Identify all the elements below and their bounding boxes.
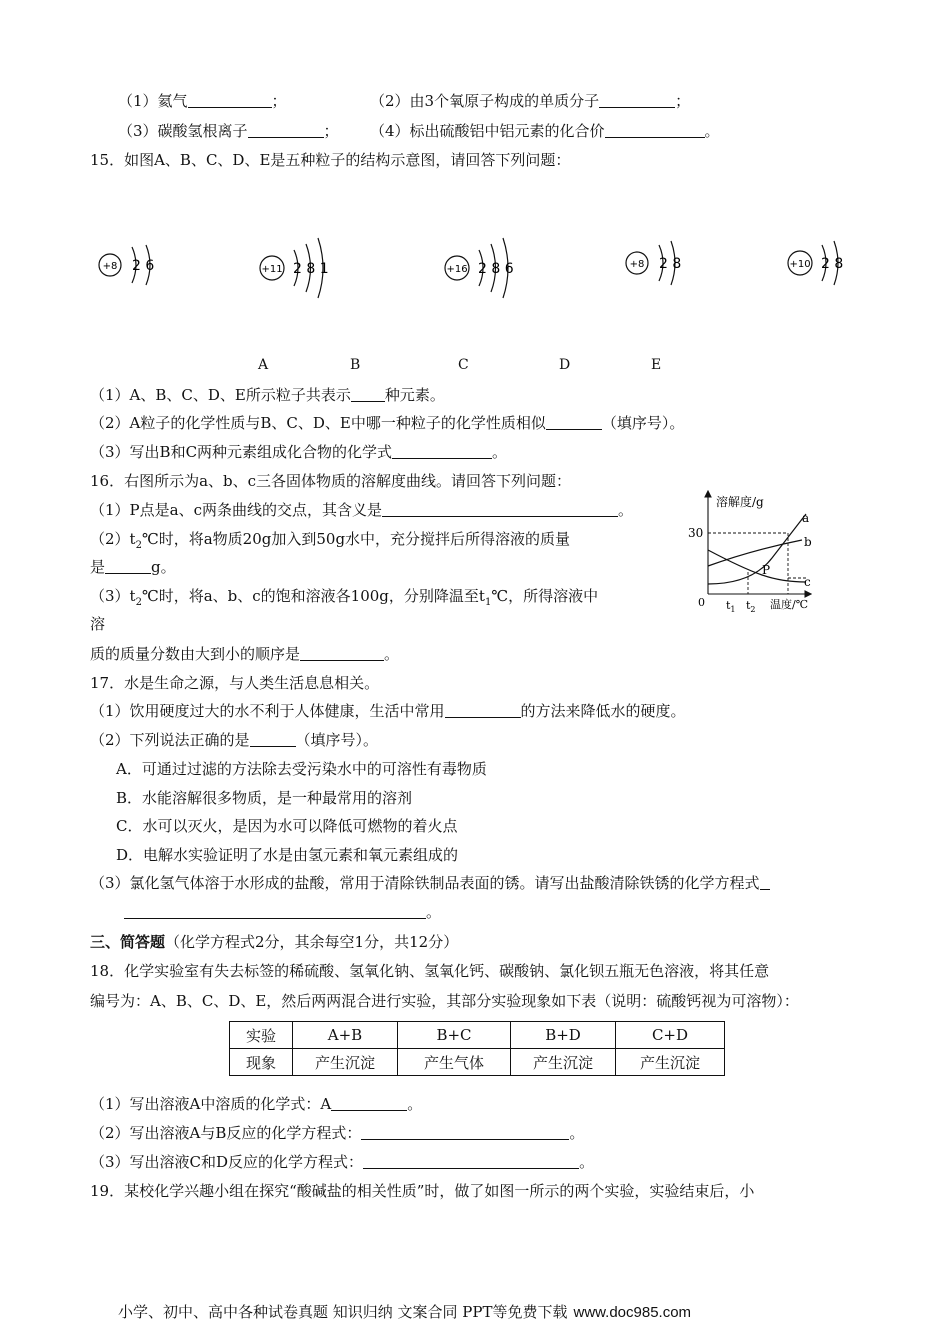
table-cell: C+D bbox=[616, 1022, 725, 1049]
q17-stem: 17．水是生命之源，与人类生活息息相关。 bbox=[90, 674, 380, 692]
particle-e-nucleus: +10 bbox=[789, 259, 811, 270]
particle-a-nucleus: +8 bbox=[102, 261, 118, 272]
t1-label: $t_1$ bbox=[726, 599, 736, 614]
table-cell: 现象 bbox=[230, 1049, 293, 1076]
atom-structure-diagrams bbox=[0, 220, 950, 330]
answer-blank[interactable] bbox=[760, 874, 770, 890]
q18-sub-1: （1）写出溶液A中溶质的化学式：A 。 bbox=[90, 1095, 423, 1113]
particle-a-label: A bbox=[258, 357, 269, 373]
answer-blank[interactable] bbox=[248, 122, 324, 138]
q15-sub-1: （1）A、B、C、D、E所示粒子共表示 种元素。 bbox=[90, 386, 445, 404]
q15-stem: 15．如图A、B、C、D、E是五种粒子的结构示意图，请回答下列问题： bbox=[90, 151, 571, 169]
answer-blank[interactable] bbox=[300, 645, 384, 661]
particle-d-shells: 2 8 bbox=[659, 256, 682, 272]
answer-blank[interactable] bbox=[331, 1095, 407, 1111]
particle-e-label: E bbox=[651, 357, 662, 373]
q19-stem: 19．某校化学兴趣小组在探究“酸碱盐的相关性质”时，做了如图一所示的两个实验，实验结束后，小 bbox=[90, 1182, 755, 1200]
curve-c bbox=[708, 550, 806, 582]
particle-a-diagram bbox=[99, 245, 154, 285]
answer-blank[interactable] bbox=[361, 1124, 569, 1140]
q16-sub-2: $(2)t_2℃$时，将a物质20g加入到50g水中，充分搅拌后所得溶液的质量 bbox=[90, 530, 571, 551]
table-cell: B+C bbox=[398, 1022, 511, 1049]
answer-blank[interactable] bbox=[105, 558, 151, 574]
particle-e-shells: 2 8 bbox=[821, 256, 844, 272]
answer-blank[interactable] bbox=[124, 903, 426, 919]
particle-d-label: D bbox=[559, 357, 571, 373]
q17-option-b: B．水能溶解很多物质，是一种最常用的溶剂 bbox=[116, 789, 413, 807]
q15-sub-3: （3）写出B和C两种元素组成化合物的化学式 。 bbox=[90, 443, 508, 461]
answer-blank[interactable] bbox=[188, 92, 272, 108]
q17-option-d: D．电解水实验证明了水是由氢元素和氧元素组成的 bbox=[116, 846, 459, 864]
q18-stem-2: 编号为：A、B、C、D、E，然后两两混合进行实验，其部分实验现象如下表（说明：硫酸钙视为可溶物）： bbox=[90, 992, 799, 1010]
q14-item-4: （4）标出硫酸铝中铝元素的化合价 。 bbox=[370, 122, 720, 140]
table-cell: 产生气体 bbox=[398, 1049, 511, 1076]
answer-blank[interactable] bbox=[363, 1153, 579, 1169]
point-p-label: P bbox=[762, 563, 771, 577]
table-cell: A+B bbox=[293, 1022, 398, 1049]
y-axis-label: 溶解度/g bbox=[716, 495, 764, 509]
q17-option-c: C．水可以灭火，是因为水可以降低可燃物的着火点 bbox=[116, 817, 458, 835]
t2-label: $t_2$ bbox=[746, 599, 756, 614]
curve-c-label: c bbox=[804, 575, 811, 589]
particle-e-diagram bbox=[788, 241, 843, 285]
q17-sub-3-cont: 。 bbox=[124, 902, 441, 922]
x-axis-label: 温度/℃ bbox=[770, 598, 809, 611]
q16-sub-1: （1）P点是a、c两条曲线的交点，其含义是 。 bbox=[90, 501, 633, 519]
q18-stem-1: 18．化学实验室有失去标签的稀硫酸、氢氧化钠、氢氧化钙、碳酸钠、氯化钡五瓶无色溶液，将其任意 bbox=[90, 962, 770, 980]
origin-label: 0 bbox=[698, 596, 705, 609]
table-row bbox=[230, 1022, 725, 1049]
table-cell: B+D bbox=[511, 1022, 616, 1049]
q16-sub-2-cont: 是 g。 bbox=[90, 558, 176, 576]
answer-blank[interactable] bbox=[392, 443, 492, 459]
answer-blank[interactable] bbox=[445, 702, 521, 718]
particle-b-label: B bbox=[350, 357, 361, 373]
curve-b-label: b bbox=[804, 535, 812, 549]
q16-sub-3-cont: 质的质量分数由大到小的顺序是 。 bbox=[90, 645, 400, 663]
answer-blank[interactable] bbox=[351, 386, 385, 402]
q17-sub-1: （1）饮用硬度过大的水不利于人体健康，生活中常用 的方法来降低水的硬度。 bbox=[90, 702, 686, 720]
answer-blank[interactable] bbox=[605, 122, 705, 138]
footer-url[interactable]: www.doc985.com bbox=[573, 1304, 692, 1321]
q17-sub-3: （3）氯化氢气体溶于水形成的盐酸，常用于清除铁制品表面的锈。请写出盐酸清除铁锈的化学方程式 bbox=[90, 873, 770, 893]
particle-c-shells: 2 8 6 bbox=[478, 261, 514, 277]
q16-stem: 16．右图所示为a、b、c三各固体物质的溶解度曲线。请回答下列问题： bbox=[90, 472, 572, 490]
particle-b-shells: 2 8 1 bbox=[293, 261, 329, 277]
q14-item-3: （3）碳酸氢根离子 ； bbox=[118, 122, 339, 140]
particle-c-nucleus: +16 bbox=[446, 264, 468, 275]
section-3-heading: 三、简答题（化学方程式2分，其余每空1分，共12分） bbox=[90, 933, 459, 951]
answer-blank[interactable] bbox=[382, 501, 618, 517]
q14-item-2: （2）由3个氧原子构成的单质分子 ； bbox=[370, 92, 691, 110]
q16-sub-3: $(3)t_2℃$时，将a、b、c的饱和溶液各100g，分别降温至$t_1℃$，所得溶液中 bbox=[90, 587, 599, 608]
q18-sub-2: （2）写出溶液A与B反应的化学方程式： 。 bbox=[90, 1124, 585, 1142]
particle-d-nucleus: +8 bbox=[629, 259, 645, 270]
footer: 小学、初中、高中各种试卷真题 知识归纳 文案合同 PPT等免费下载 www.doc985.com bbox=[118, 1303, 692, 1321]
table-cell: 产生沉淀 bbox=[616, 1049, 725, 1076]
table-row bbox=[230, 1049, 725, 1076]
answer-blank[interactable] bbox=[599, 92, 675, 108]
q18-sub-3: （3）写出溶液C和D反应的化学方程式： 。 bbox=[90, 1153, 595, 1171]
answer-blank[interactable] bbox=[546, 414, 602, 430]
q16-sub-3-wrap: 溶 bbox=[90, 615, 106, 633]
solubility-curve-graph bbox=[682, 488, 822, 620]
table-cell: 产生沉淀 bbox=[511, 1049, 616, 1076]
particle-b-diagram bbox=[260, 238, 329, 298]
q17-sub-2: （2）下列说法正确的是 （填序号）。 bbox=[90, 731, 379, 749]
curve-a-label: a bbox=[802, 511, 810, 525]
table-cell: 实验 bbox=[230, 1022, 293, 1049]
particle-a-shells: 2 6 bbox=[132, 258, 155, 274]
experiment-table bbox=[229, 1021, 725, 1076]
y-tick-30: 30 bbox=[688, 526, 704, 540]
q14-item-1: （1）氦气 ； bbox=[118, 92, 287, 110]
particle-d-diagram bbox=[626, 241, 681, 285]
table-cell: 产生沉淀 bbox=[293, 1049, 398, 1076]
particle-b-nucleus: +11 bbox=[261, 264, 283, 275]
particle-c-label: C bbox=[458, 357, 469, 373]
q15-sub-2: （2）A粒子的化学性质与B、C、D、E中哪一种粒子的化学性质相似 （填序号）。 bbox=[90, 414, 685, 432]
particle-c-diagram bbox=[445, 238, 514, 298]
answer-blank[interactable] bbox=[250, 731, 296, 747]
q17-option-a: A．可通过过滤的方法除去受污染水中的可溶性有毒物质 bbox=[116, 760, 487, 778]
